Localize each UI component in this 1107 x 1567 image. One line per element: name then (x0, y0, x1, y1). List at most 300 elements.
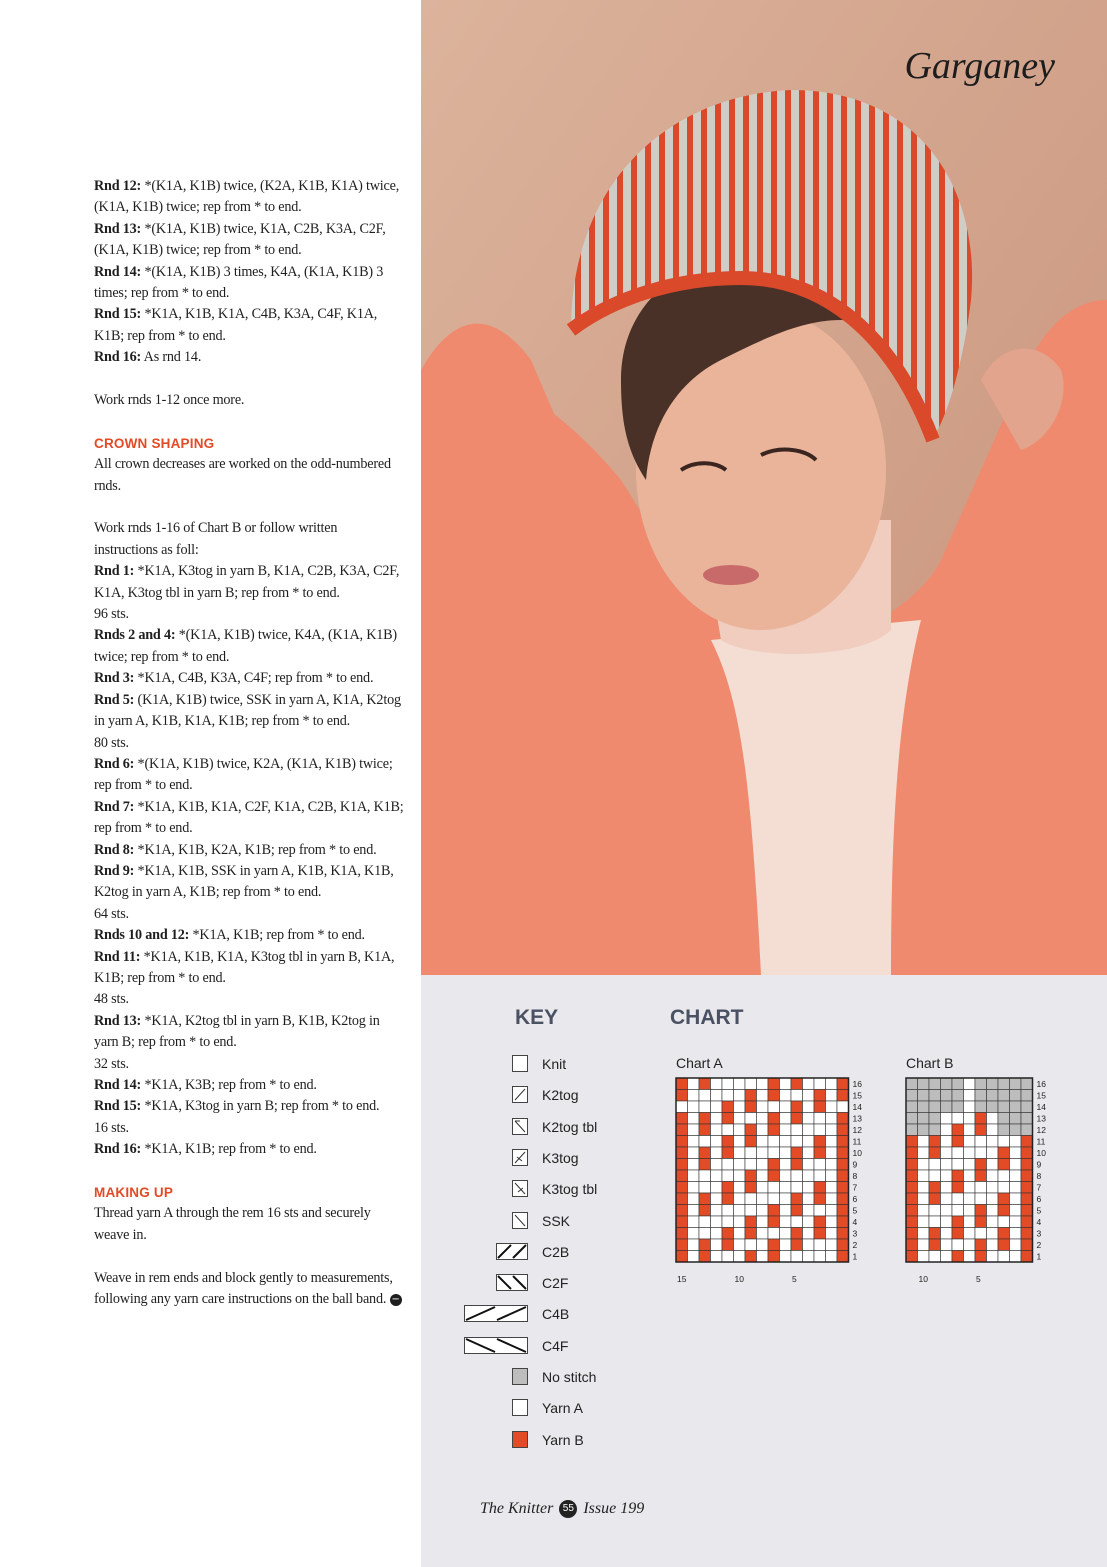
chart-a-cell (826, 1170, 838, 1182)
chart-b-cell (952, 1205, 964, 1217)
chart-b-cell (1010, 1182, 1022, 1194)
pattern-title: Garganey (904, 45, 1055, 87)
chart-a-cell (711, 1170, 723, 1182)
chart-a-cell (768, 1159, 780, 1171)
c4f-symbol-icon (464, 1337, 528, 1355)
chart-b-cell (1010, 1101, 1022, 1113)
chart-a-cell (757, 1182, 769, 1194)
chart-a-cell (745, 1216, 757, 1228)
chart-a-cell (791, 1147, 803, 1159)
chart-b-cell (941, 1193, 953, 1205)
crown-round: Rnd 13: *K1A, K2tog tbl in yarn B, K1B, K2tog in yarn B; rep from * to end. (94, 1012, 380, 1051)
chart-a-cell (711, 1124, 723, 1136)
chart-b-cell (998, 1136, 1010, 1148)
instruction-line: Rnd 15: *K1A, K1B, K1A, C4B, K3A, C4F, K1A, K1B; rep from * to end. (94, 306, 378, 344)
chart-b-cell (987, 1239, 999, 1251)
chart-a-cell (745, 1159, 757, 1171)
chart-b-cell (975, 1216, 987, 1228)
chart-a-cell (676, 1090, 688, 1102)
chart-a-cell (722, 1136, 734, 1148)
chart-a-cell (711, 1182, 723, 1194)
chart-b-cell (998, 1239, 1010, 1251)
crown-round: Rnd 15: *K1A, K3tog in yarn B; rep from * to end. (94, 1098, 380, 1115)
chart-a-cell (734, 1228, 746, 1240)
chart-b-cell (952, 1216, 964, 1228)
chart-b-cell (1010, 1124, 1022, 1136)
chart-a-cell (699, 1239, 711, 1251)
chart-b-cell (998, 1251, 1010, 1263)
chart-b-cell (987, 1136, 999, 1148)
chart-a-cell (688, 1159, 700, 1171)
chart-b-cell (1021, 1090, 1033, 1102)
chart-b-cell (906, 1113, 918, 1125)
chart-a-cell (780, 1101, 792, 1113)
chart-a-cell (745, 1228, 757, 1240)
chart-b-cell (929, 1090, 941, 1102)
chart-a-cell (757, 1216, 769, 1228)
chart-b-cell (1021, 1216, 1033, 1228)
chart-b-cell (929, 1136, 941, 1148)
chart-a-cell (837, 1101, 849, 1113)
chart-a-cell (826, 1124, 838, 1136)
chart-a-cell (699, 1170, 711, 1182)
making-up-p2: Weave in rem ends and block gently to measurements, following any yarn care instructions on the ball band. − (94, 1269, 400, 1308)
chart-b-cell (941, 1090, 953, 1102)
chart-a-cell (722, 1216, 734, 1228)
chart-b-cell (975, 1239, 987, 1251)
chart-a-cell (791, 1170, 803, 1182)
chart-a-cell (803, 1136, 815, 1148)
chart-b-cell (987, 1216, 999, 1228)
chart-a-cell (711, 1205, 723, 1217)
instruction-line: Rnd 14: *(K1A, K1B) 3 times, K4A, (K1A, K1B) 3 times; rep from * to end. (94, 263, 384, 302)
chart-a-cell (780, 1136, 792, 1148)
crown-round: Rnds 2 and 4: *(K1A, K1B) twice, K4A, (K1A, K1B) twice; rep from * to end. (94, 627, 397, 665)
chart-b-cell (941, 1147, 953, 1159)
chart-b-cell (929, 1159, 941, 1171)
chart-a-cell (722, 1193, 734, 1205)
chart-a-cell (734, 1113, 746, 1125)
chart-b-cell (906, 1170, 918, 1182)
chart-a-cell (803, 1193, 815, 1205)
chart-b-cell (941, 1205, 953, 1217)
chart-a-cell (734, 1205, 746, 1217)
chart-a-cell (757, 1251, 769, 1263)
chart-b-cell (1010, 1159, 1022, 1171)
chart-b-row-number: 8 (1036, 1171, 1042, 1181)
chart-a-row-number: 5 (852, 1205, 858, 1216)
chart-b-cell (1021, 1182, 1033, 1194)
chart-b-cell (975, 1228, 987, 1240)
chart-b-cell (918, 1216, 930, 1228)
chart-b-cell (918, 1205, 930, 1217)
chart-b-cell (998, 1170, 1010, 1182)
chart-b-cell (987, 1170, 999, 1182)
chart-a-cell (791, 1159, 803, 1171)
chart-a-cell (803, 1124, 815, 1136)
chart-b-cell (906, 1159, 918, 1171)
chart-a-cell (837, 1113, 849, 1125)
chart-a-cell (711, 1147, 723, 1159)
crown-round: Rnd 8: *K1A, K1B, K2A, K1B; rep from * to end. (94, 841, 377, 858)
chart-a-cell (780, 1113, 792, 1125)
chart-a-cell (734, 1170, 746, 1182)
chart-a-cell (722, 1228, 734, 1240)
chart-a-cell (837, 1216, 849, 1228)
chart-a-row-number: 15 (852, 1090, 862, 1101)
chart-a-cell (734, 1193, 746, 1205)
chart-b-cell (952, 1101, 964, 1113)
chart-a-cell (711, 1136, 723, 1148)
chart-a-cell (791, 1216, 803, 1228)
chart-a-cell (791, 1239, 803, 1251)
chart-b-cell (929, 1182, 941, 1194)
chart-a-cell (757, 1228, 769, 1240)
chart-b-row-number: 5 (1036, 1205, 1042, 1216)
chart-a-cell (745, 1251, 757, 1263)
chart-b-cell (918, 1113, 930, 1125)
chart-b-cell (952, 1251, 964, 1263)
chart-a-cell (734, 1101, 746, 1113)
chart-a-cell (699, 1216, 711, 1228)
chart-b-row-number: 4 (1036, 1217, 1042, 1227)
chart-a-cell (780, 1228, 792, 1240)
chart-b-cell (1010, 1228, 1022, 1240)
chart-a-cell (676, 1170, 688, 1182)
chart-a-cell (814, 1170, 826, 1182)
chart-b-cell (964, 1159, 976, 1171)
chart-a-cell (768, 1101, 780, 1113)
stitch-count: 16 sts. (94, 1119, 129, 1136)
chart-a-row-number: 9 (852, 1159, 858, 1170)
chart-a-cell (688, 1216, 700, 1228)
chart-a-cell (757, 1205, 769, 1217)
chart-b-cell (952, 1193, 964, 1205)
chart-b-cell (906, 1205, 918, 1217)
chart-b-cell (975, 1193, 987, 1205)
chart-a-cell (711, 1159, 723, 1171)
chart-b-cell (1021, 1205, 1033, 1217)
chart-a-cell (757, 1193, 769, 1205)
chart-a-cell (826, 1147, 838, 1159)
chart-b-cell (987, 1205, 999, 1217)
chart-b-cell (906, 1251, 918, 1263)
chart-b-cell (964, 1170, 976, 1182)
chart-a-cell (722, 1078, 734, 1090)
chart-a-cell (745, 1147, 757, 1159)
chart-a-cell (745, 1170, 757, 1182)
chart-b-cell (998, 1147, 1010, 1159)
chart-a-cell (745, 1078, 757, 1090)
chart-a-cell (768, 1090, 780, 1102)
chart-b-cell (975, 1090, 987, 1102)
chart-b-cell (975, 1159, 987, 1171)
chart-b-cell (952, 1228, 964, 1240)
chart-a-cell (791, 1251, 803, 1263)
chart-b-cell (1010, 1251, 1022, 1263)
chart-b-cell (941, 1113, 953, 1125)
chart-a-cell (676, 1078, 688, 1090)
chart-a-cell (734, 1147, 746, 1159)
chart-a-cell (768, 1251, 780, 1263)
chart-a-row-number: 8 (852, 1171, 858, 1181)
nostitch-symbol-icon (512, 1368, 528, 1386)
chart-b-cell (929, 1113, 941, 1125)
chart-b-cell (929, 1228, 941, 1240)
chart-b-cell (998, 1228, 1010, 1240)
key-item-label: C2B (542, 1243, 570, 1260)
chart-a-cell (826, 1205, 838, 1217)
chart-b-cell (952, 1113, 964, 1125)
chart-a-cell (676, 1101, 688, 1113)
chart-a-cell (780, 1251, 792, 1263)
c2f-symbol-icon (496, 1274, 528, 1292)
chart-a-cell (745, 1205, 757, 1217)
chart-a-cell (757, 1170, 769, 1182)
chart-a-cell (688, 1136, 700, 1148)
chart-b-cell (998, 1078, 1010, 1090)
chart-b-cell (1021, 1159, 1033, 1171)
chart-b-cell (941, 1228, 953, 1240)
chart-a-cell (826, 1193, 838, 1205)
chart-a-cell (826, 1159, 838, 1171)
chart-b-cell (1021, 1193, 1033, 1205)
chart-b-cell (941, 1216, 953, 1228)
chart-a-cell (699, 1228, 711, 1240)
yarna-symbol-icon (512, 1399, 528, 1417)
chart-b-row-number: 13 (1036, 1113, 1046, 1124)
chart-a-cell (768, 1193, 780, 1205)
key-item (460, 1117, 660, 1141)
stitch-count: 96 sts. (94, 606, 129, 623)
chart-b-cell (1021, 1113, 1033, 1125)
chart-b-cell (952, 1090, 964, 1102)
chart-a-cell (711, 1101, 723, 1113)
chart-a-cell (699, 1251, 711, 1263)
chart-a-cell (699, 1090, 711, 1102)
chart-a-cell (688, 1170, 700, 1182)
chart-a-cell (745, 1090, 757, 1102)
pattern-text (94, 176, 404, 1310)
chart-a-cell (803, 1228, 815, 1240)
chart-a-cell (676, 1216, 688, 1228)
crown-intro: All crown decreases are worked on the odd-numbered rnds. (94, 456, 391, 494)
instruction-line: Rnd 13: *(K1A, K1B) twice, K1A, C2B, K3A, C2F, (K1A, K1B) twice; rep from * to end. (94, 220, 386, 259)
chart-a-col-number: 5 (792, 1274, 797, 1284)
chart-a-row-number: 3 (852, 1228, 858, 1239)
chart-a-cell (837, 1124, 849, 1136)
chart-b-cell (964, 1205, 976, 1217)
chart-a-cell (676, 1228, 688, 1240)
chart-a-col-number: 15 (677, 1274, 687, 1284)
chart-a-cell (745, 1124, 757, 1136)
chart-a-cell (791, 1124, 803, 1136)
chart-a-cell (699, 1205, 711, 1217)
chart-a-cell (814, 1090, 826, 1102)
model-photo (421, 0, 1107, 975)
work-once-more: Work rnds 1-12 once more. (94, 392, 245, 409)
chart-a-cell (837, 1170, 849, 1182)
crown-round: Rnd 3: *K1A, C4B, K3A, C4F; rep from * to end. (94, 670, 374, 687)
chart-a-cell (711, 1090, 723, 1102)
chart-b-cell (918, 1090, 930, 1102)
chart-b-cell (918, 1251, 930, 1263)
chart-b-cell (987, 1101, 999, 1113)
chart-a-cell (791, 1193, 803, 1205)
chart-b-cell (1021, 1136, 1033, 1148)
chart-a-cell (768, 1205, 780, 1217)
chart-a-row-number: 16 (852, 1079, 862, 1089)
chart-b-cell (1021, 1239, 1033, 1251)
chart-b-cell (975, 1136, 987, 1148)
chart-b-cell (987, 1078, 999, 1090)
chart-a-cell (826, 1136, 838, 1148)
k2togtbl-symbol-icon (512, 1118, 528, 1136)
chart-b-cell (987, 1228, 999, 1240)
chart-a-row-number: 4 (852, 1217, 858, 1227)
chart-a-cell (791, 1228, 803, 1240)
chart-b-cell (906, 1193, 918, 1205)
chart-a-row-number: 2 (852, 1240, 858, 1250)
chart-a-cell (803, 1205, 815, 1217)
chart-a-cell (711, 1228, 723, 1240)
chart-b-row-number: 3 (1036, 1228, 1042, 1239)
crown-round: Rnds 10 and 12: *K1A, K1B; rep from * to end. (94, 927, 365, 944)
chart-b-cell (987, 1251, 999, 1263)
chart-a-cell (814, 1205, 826, 1217)
chart-a-cell (826, 1182, 838, 1194)
chart-b-cell (998, 1090, 1010, 1102)
chart-b-cell (1010, 1090, 1022, 1102)
crown-round: Rnd 7: *K1A, K1B, K1A, C2F, K1A, C2B, K1A, K1B; rep from * to end. (94, 798, 404, 837)
chart-a-cell (699, 1147, 711, 1159)
chart-a-cell (814, 1239, 826, 1251)
chart-b-cell (998, 1101, 1010, 1113)
chart-a-cell (768, 1113, 780, 1125)
chart-a-cell (768, 1124, 780, 1136)
key-item (460, 1367, 660, 1391)
chart-b-cell (964, 1101, 976, 1113)
chart-b-row-number: 10 (1036, 1148, 1046, 1158)
chart-b-cell (952, 1078, 964, 1090)
chart-b-cell (941, 1101, 953, 1113)
chart-b-cell (975, 1147, 987, 1159)
chart-a-row-number: 6 (852, 1194, 858, 1204)
chart-a-cell (791, 1101, 803, 1113)
chart-b-row-number: 16 (1036, 1079, 1046, 1089)
chart-b-cell (918, 1170, 930, 1182)
crown-round: Rnd 1: *K1A, K3tog in yarn B, K1A, C2B, K3A, C2F, K1A, K3tog tbl in yarn B; rep from * to end. (94, 563, 400, 601)
chart-a-cell (688, 1182, 700, 1194)
key-item-label: C4F (542, 1337, 569, 1354)
key-item-label: Yarn B (542, 1431, 584, 1448)
chart-a-cell (826, 1228, 838, 1240)
chart-a-cell (688, 1090, 700, 1102)
key-title: KEY (515, 1006, 559, 1029)
chart-a-cell (688, 1251, 700, 1263)
chart-b-cell (918, 1078, 930, 1090)
chart-b-cell (918, 1239, 930, 1251)
chart-a-cell (814, 1251, 826, 1263)
chart-b-cell (906, 1124, 918, 1136)
chart-b-row-number: 2 (1036, 1240, 1042, 1250)
crown-round: Rnd 16: *K1A, K1B; rep from * to end. (94, 1141, 317, 1158)
chart-b-cell (998, 1159, 1010, 1171)
chart-b-cell (929, 1216, 941, 1228)
key-item (460, 1054, 660, 1078)
chart-b-cell (964, 1239, 976, 1251)
chart-a-cell (826, 1251, 838, 1263)
chart-b-cell (1021, 1228, 1033, 1240)
blank-symbol-icon (512, 1055, 528, 1073)
chart-a-cell (734, 1078, 746, 1090)
chart-a-cell (722, 1170, 734, 1182)
chart-b-cell (964, 1113, 976, 1125)
chart-a-cell (676, 1159, 688, 1171)
chart-a-cell (722, 1205, 734, 1217)
chart-a-cell (699, 1078, 711, 1090)
chart-b-cell (975, 1170, 987, 1182)
chart-a-cell (757, 1090, 769, 1102)
chart-a-cell (676, 1147, 688, 1159)
chart-a-cell (734, 1182, 746, 1194)
chart-a-cell (814, 1182, 826, 1194)
crown-shaping-heading: CROWN SHAPING (94, 435, 215, 451)
chart-b-cell (941, 1136, 953, 1148)
chart-b-cell (998, 1182, 1010, 1194)
crown-rounds (94, 561, 404, 1160)
chart-a-cell (745, 1193, 757, 1205)
chart-a-cell (722, 1239, 734, 1251)
chart-b-cell (929, 1170, 941, 1182)
chart-b-cell (906, 1216, 918, 1228)
chart-b-cell (964, 1182, 976, 1194)
chart-a-cell (780, 1078, 792, 1090)
chart-b-cell (998, 1205, 1010, 1217)
chart-a-cell (745, 1239, 757, 1251)
chart-a-cell (814, 1113, 826, 1125)
chart-a-cell (814, 1136, 826, 1148)
chart-a-cell (688, 1193, 700, 1205)
key-item (460, 1336, 660, 1360)
chart-b-cell (964, 1090, 976, 1102)
chart-a-cell (757, 1159, 769, 1171)
key-item (460, 1179, 660, 1203)
chart-a-cell (722, 1159, 734, 1171)
chart-a-cell (722, 1147, 734, 1159)
chart-a-cell (688, 1228, 700, 1240)
key-item-label: Yarn A (542, 1400, 583, 1417)
chart-a-cell (837, 1193, 849, 1205)
chart-a-cell (734, 1090, 746, 1102)
chart-b-row-number: 14 (1036, 1102, 1046, 1112)
stitch-count: 32 sts. (94, 1055, 129, 1072)
chart-a-cell (711, 1078, 723, 1090)
instruction-line: Rnd 12: *(K1A, K1B) twice, (K2A, K1B, K1A) twice, (K1A, K1B) twice; rep from * to end. (94, 178, 400, 216)
chart-a-cell (768, 1239, 780, 1251)
chart-a-row-number: 12 (852, 1125, 862, 1135)
chart-a-cell (688, 1147, 700, 1159)
chart-a-cell (768, 1182, 780, 1194)
chart-b-cell (1021, 1147, 1033, 1159)
chart-b-row-number: 1 (1036, 1251, 1042, 1262)
key-item (460, 1430, 660, 1454)
chart-a-cell (837, 1136, 849, 1148)
chart-a-cell (688, 1101, 700, 1113)
chart-b-cell (941, 1239, 953, 1251)
chart-a-cell (676, 1205, 688, 1217)
chart-b-cell (906, 1078, 918, 1090)
